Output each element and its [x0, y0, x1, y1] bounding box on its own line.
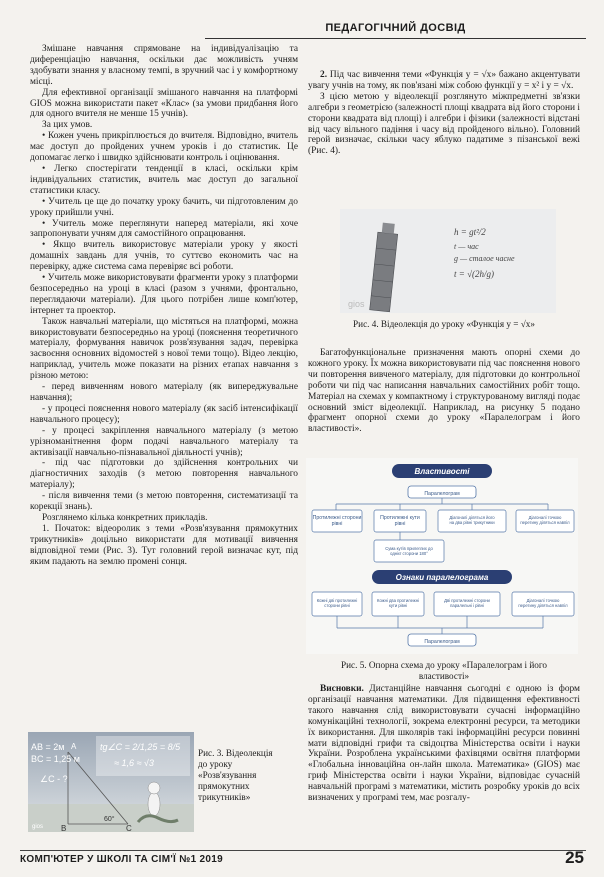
scheme-root-2: Паралелограм — [424, 639, 460, 645]
scheme-node-3: Діагоналі діляться його на два рівні трикутники — [449, 515, 495, 525]
figure-3-caption: Рис. 3. Відеолекція до уроку «Розв'язування прямокутних трикутників» — [198, 748, 273, 802]
conclusion-text: Дистанційне навчання сьогодні є одною із форм організації навчання математики. Для підвищення ефективності такого навчання слід використовувати сучасні інформаційно комунікаційні технології, зокрема електронні ресурси, та методики їх використання. Для школярів такі інформаційні ресурси повинні мати відповідні грифи та свідоцтва Міністерства освіти і науки України. Розроблена українськими фахівцями освітня платформи «Глобальна інноваційна он-лайн школа. Математика» (GIOS) має гриф Міністерства освіти і науки України, відповідає сучасній навчальній програмі з математики, містить розробку уроків до всіх визначених у програмі тем, має розгалу- — [308, 684, 580, 804]
scheme-root-1: Паралелограм — [424, 491, 460, 497]
dash-item: - перед вивченням нового матеріалу (як випереджувальне навчання); — [30, 382, 298, 403]
gios-logo: gios — [348, 299, 365, 309]
bullet-item: • Учитель це ще до початку уроку бачить, чи підготовленим до уроку прийшли учні. — [30, 196, 298, 218]
left-column — [30, 44, 298, 568]
scheme-node-1: Протилежні сторони рівні — [312, 515, 362, 527]
bullet-item: • Учитель може використовувати фрагменти уроку з платформи безпосередньо на уроці в класі (разом з учнями, фронтально, переглядаючи матеріали). Для цього потрібен лише комп'ютер, інтернет та проектор. — [30, 273, 298, 316]
paragraph: Також навчальні матеріали, що містяться на платформі, можна використовувати безпосередньо на уроці (пояснення теоретичного матеріалу, формування навичок розв'язування задач, перевірка засвоєння основних відомостей з нової теми тощо). Відео лекцію, наприклад, учитель може показати на різних етапах навчання з різною метою: — [30, 316, 298, 382]
point-c: C — [126, 824, 132, 832]
formula-h: h = gt²/2 — [454, 227, 486, 237]
paragraph: За цих умов. — [42, 120, 93, 131]
paragraph-text: Під час вивчення теми «Функція y = √x» бажано акцентувати увагу учнів на тому, як пов'язані між собою функції y = x² і y = √x. — [308, 70, 580, 91]
bullet-item: • Легко спостерігати тенденції в класі, оскільки крім індивідуальних статистик, вчитель має доступ до загальної статистики класу. — [30, 163, 298, 196]
paragraph: Багатофункціональне призначення мають опорні схеми до кожного уроку. Їх можна використовувати під час пояснення нового чи повторення вивченого матеріалу, для підготовки до контрольної роботи чи під час написання навчальних самостійних робіт тощо. Матеріал на схемах у компактному і структурованому вигляді подає основний зміст відеолекції. Наприклад, на рисунку 5 подано фрагмент опорної схеми до уроку «Паралелограм і його властивості». — [308, 348, 580, 435]
scheme-title-criteria: Ознаки паралелограма — [395, 573, 489, 582]
figure-4-image — [340, 209, 556, 313]
scheme-node-4: Діагоналі точкою перетину діляться навпіл — [520, 515, 570, 525]
conclusion-paragraph — [308, 684, 580, 804]
formula-2: ≈ 1,6 ≈ √3 — [114, 758, 154, 768]
formula-t: t — час — [454, 242, 479, 251]
point-a: A — [71, 742, 77, 751]
page-header: ПЕДАГОГІЧНИЙ ДОСВІД — [205, 22, 586, 39]
scheme-title-properties: Властивості — [414, 467, 470, 476]
figure-3-image — [28, 732, 194, 832]
footer-rule — [20, 850, 586, 851]
figure-5-caption: Рис. 5. Опорна схема до уроку «Паралелограм і його властивості» — [341, 660, 547, 681]
paragraph: З цією метою у відеолекції розглянуто міжпредметні зв'язки алгебри з геометрією (залежності площі квадрата від його сторони і сторони квадрата від площі) і алгебри і фізики (залежності відстані від часу вільного падіння і часу від пройденого вільно). Головний герой визначає, скільки часу яблуко падатиме з пізанської вежі (Рис. 4). — [308, 91, 580, 157]
figure-4-caption: Рис. 4. Відеолекція до уроку «Функція y = √x» — [353, 319, 535, 329]
right-column-top — [308, 70, 580, 157]
figure-5-scheme — [306, 458, 578, 654]
right-column-bottom — [308, 684, 580, 804]
angle-degree: 60° — [104, 816, 115, 823]
item-number: 2. — [320, 70, 328, 80]
label-bc: BC = 1,25 м — [31, 754, 80, 764]
page-number: 25 — [565, 848, 584, 867]
scheme-criterion-2: Кожні два протилежні кути рівні — [377, 598, 419, 608]
dash-item: - під час підготовки до здійснення контрольних чи діагностичних заходів (з метою повторення навчального матеріалу); — [30, 458, 298, 491]
formula-1: tg∠C = 2/1,25 = 8/5 — [100, 742, 181, 752]
scheme-node-5: Сума кутів прилеглих до однієї сторони 180° — [385, 546, 433, 556]
gios-logo: gios — [32, 824, 44, 830]
paragraph: Для ефективної організації змішаного навчання на платформі GIOS можна використати пакет «Клас» (за умови придбання його для одного вчителя не менше 15 учнів). — [30, 87, 298, 120]
formula-sqrt: t = √(2h/g) — [454, 269, 495, 279]
scheme-node-2: Протилежні кути рівні — [380, 515, 420, 527]
bullet-item: • Якщо вчитель використовує матеріали уроку у якості домашніх завдань для учнів, то суттєво економить час на перевірку, адже система сама перевіряє всі роботи. — [30, 240, 298, 273]
bullet-item: • Кожен учень прикріплюється до вчителя. Відповідно, вчитель має доступ до пройдених учнем уроків і до статистик. Це допомагає легко і швидко здійснювати контроль і оцінювання. — [30, 131, 298, 164]
label-angle: ∠C - ? — [40, 774, 68, 784]
paragraph: 1. Початок: відеоролик з теми «Розв'язування прямокутних трикутників» доцільно використати для мотивації вивчення відповідної теми (Рис. 3). Тут головний герой визначає кут, під яким падають на землю промені сонця. — [30, 523, 298, 567]
dash-item: - у процесі пояснення нового матеріалу (як засіб інтенсифікації навчального процесу); — [30, 403, 298, 425]
dash-item: - у процесі закріплення навчального матеріалу (з метою урізноманітнення форм подачі навчального матеріалу та активізації навчально-пізнавальної діяльності учнів); — [30, 425, 298, 458]
scheme-criterion-3: Дві протилежні сторони паралельні і рівні — [444, 598, 490, 608]
formula-g: g — сталое часне — [454, 254, 515, 263]
bullet-item: • Учитель може переглянути наперед матеріали, які хоче запропонувати учням для самостійного опрацювання. — [30, 218, 298, 240]
right-column-middle — [308, 348, 580, 435]
conclusion-heading: Висновки. — [320, 684, 364, 694]
paragraph: Розглянемо кілька конкретних прикладів. — [42, 512, 208, 523]
journal-title: КОМП'ЮТЕР У ШКОЛІ ТА СІМ'Ї №1 2019 — [20, 854, 223, 865]
dash-item: - після вивчення теми (з метою повторення, систематизації та корекції знань). — [30, 491, 298, 513]
scheme-criterion-1: Кожні дві протилежні сторони рівні — [316, 598, 358, 608]
point-b: B — [61, 824, 67, 832]
scheme-criterion-4: Діагоналі точкою перетину діляться навпіл — [518, 598, 568, 608]
label-ab: AB = 2м — [31, 742, 65, 752]
paragraph: Змішане навчання спрямоване на індивідуалізацію та диференціацію навчання, оскільки дає можливість учням здобувати знання у власному темпі, в зручний час і у комфортному місці. — [30, 44, 298, 87]
paragraph — [308, 70, 580, 92]
